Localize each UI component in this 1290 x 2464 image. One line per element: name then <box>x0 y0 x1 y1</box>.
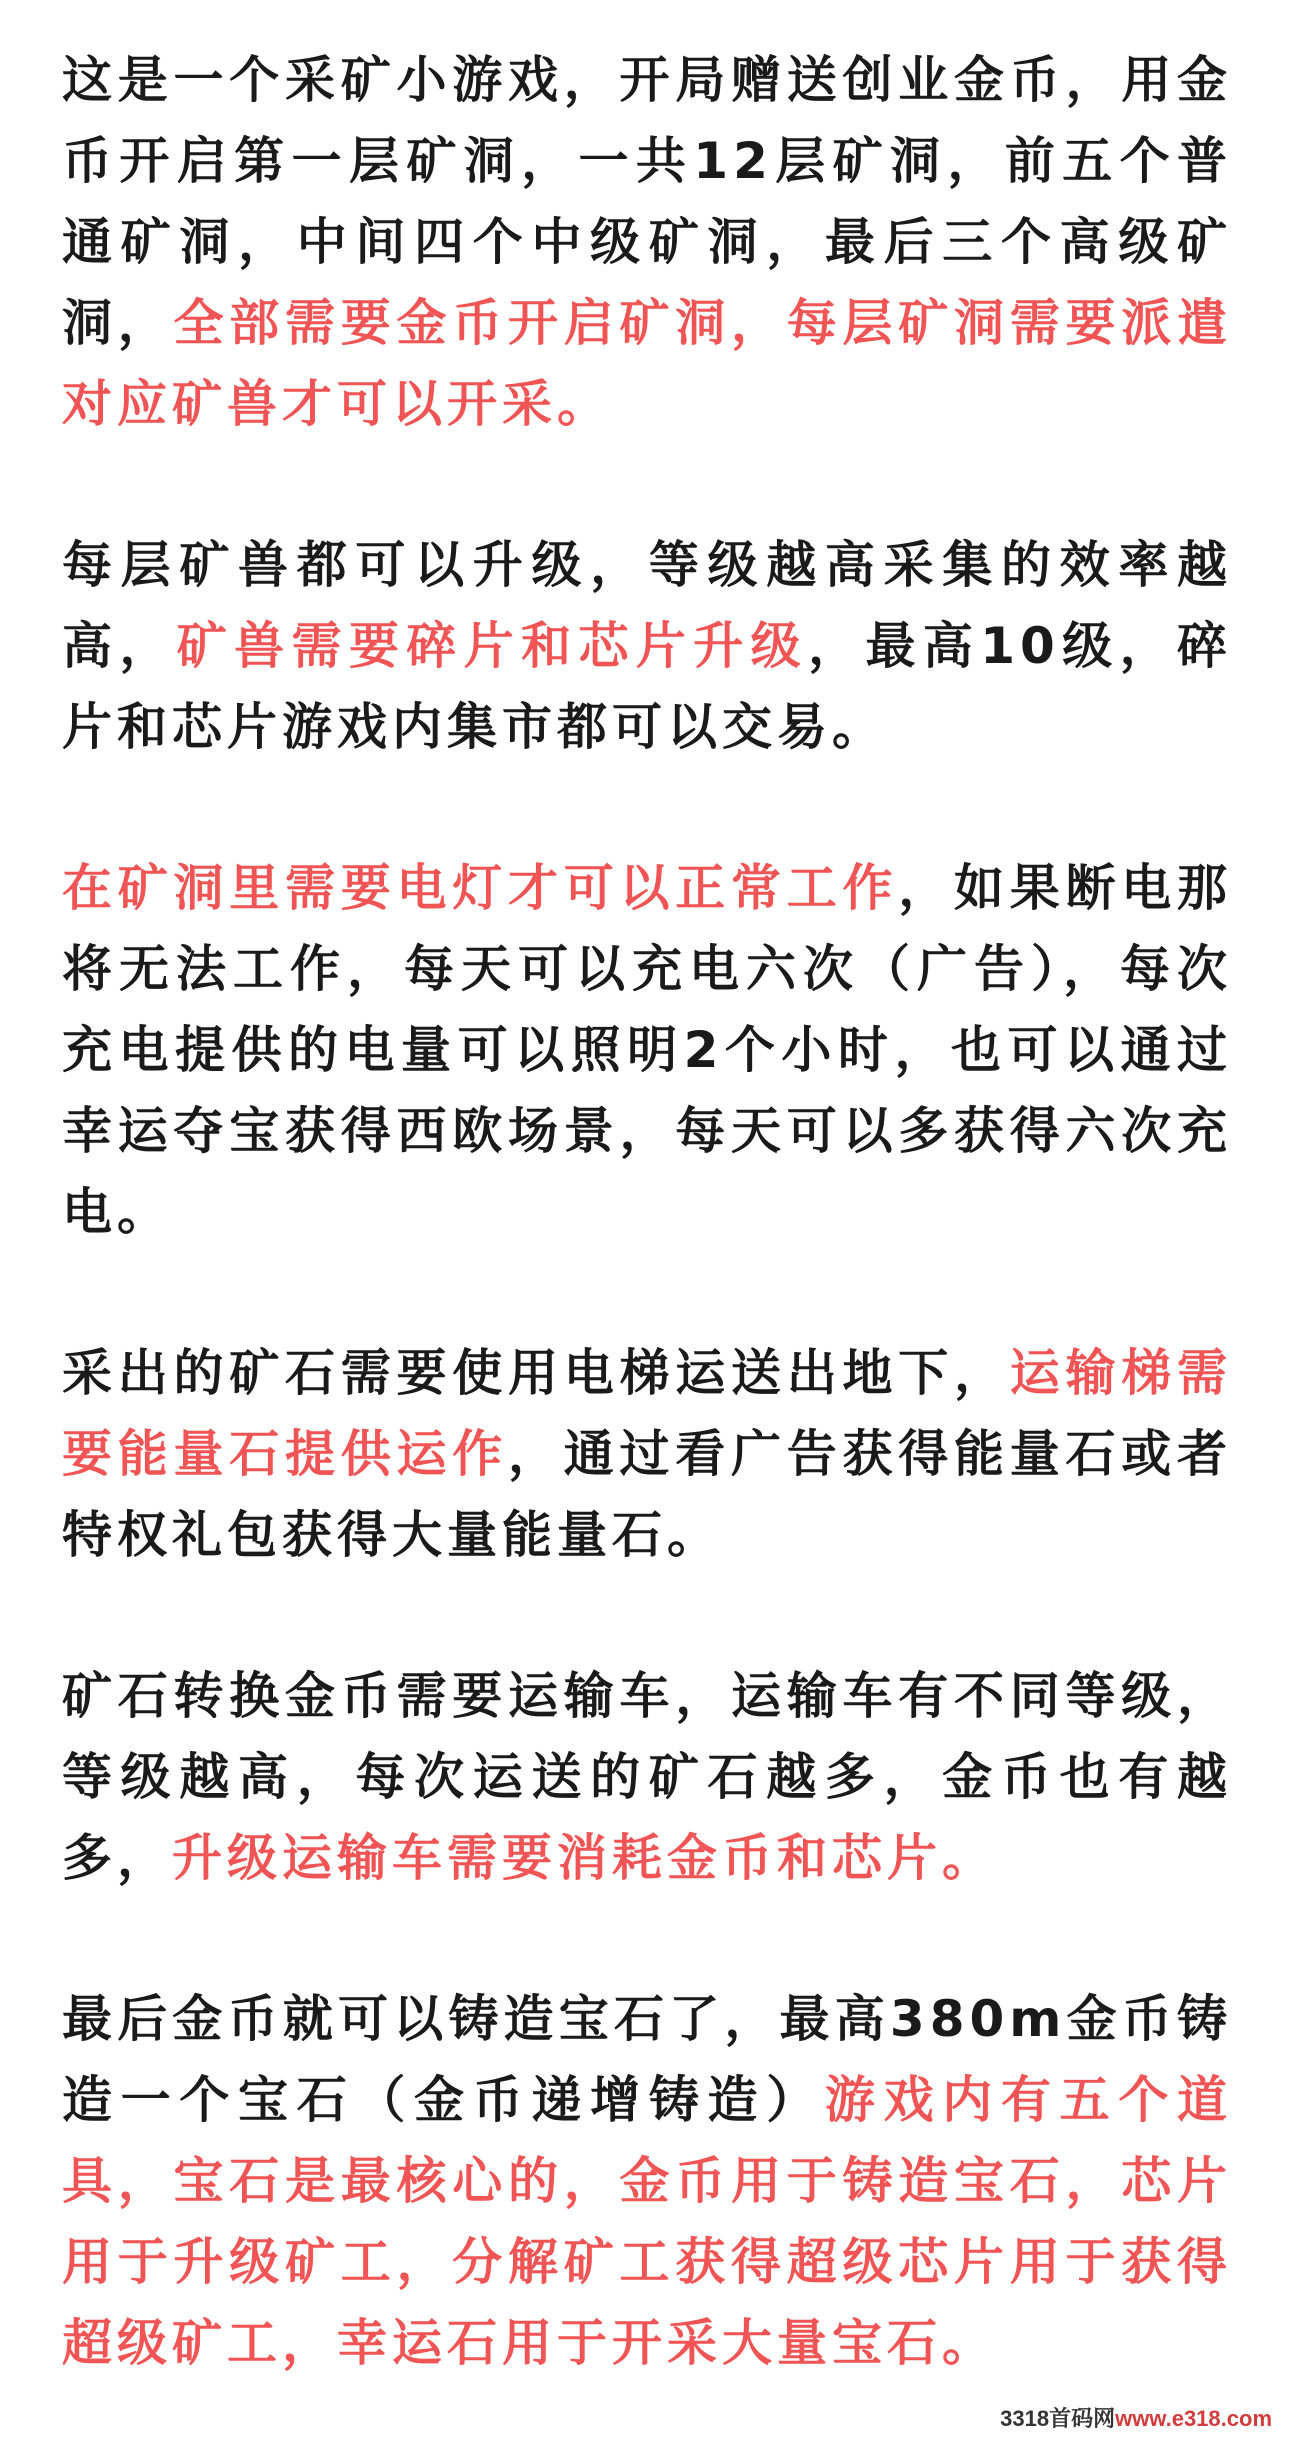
paragraph-1-highlight: 全部需要金币开启矿洞，每层矿洞需要派遣对应矿兽才可以开采。 <box>62 294 1232 433</box>
article-body <box>62 40 1232 2464</box>
paragraph-4-text-start: 采出的矿石需要使用电梯运送出地下， <box>62 1344 1010 1402</box>
paragraph-2-text-end: ，最高10级，碎片和芯片游戏内集市都可以交易。 <box>62 617 1232 756</box>
paragraph-5 <box>62 1656 1232 1899</box>
paragraph-1 <box>62 40 1232 445</box>
paragraph-6-highlight: 游戏内有五个道具，宝石是最核心的，金币用于铸造宝石，芯片用于升级矿工，分解矿工获得超级芯片用于获得超级矿工，幸运石用于开采大量宝石。 <box>62 2071 1233 2372</box>
paragraph-3-text: ，如果断电那将无法工作，每天可以充电六次（广告），每次充电提供的电量可以照明2个小时，也可以通过幸运夺宝获得西欧场景，每天可以多获得六次充电。 <box>62 859 1232 1241</box>
paragraph-4-text-end: ，通过看广告获得能量石或者特权礼包获得大量能量石。 <box>62 1425 1232 1564</box>
paragraph-2-text-start: 每层矿兽都可以升级，等级越高采集的效率越高， <box>62 536 1232 675</box>
paragraph-6-text: 最后金币就可以铸造宝石了，最高380m金币铸造一个宝石（金币递增铸造） <box>62 1990 1232 2129</box>
paragraph-4-highlight: 运输梯需要能量石提供运作 <box>62 1344 1232 1483</box>
paragraph-5-highlight: 升级运输车需要消耗金币和芯片。 <box>172 1829 997 1887</box>
paragraph-5-text: 矿石转换金币需要运输车，运输车有不同等级，等级越高，每次运送的矿石越多，金币也有越多， <box>62 1667 1232 1887</box>
watermark-url: www.e318.com <box>1115 2406 1272 2431</box>
site-watermark <box>1000 2405 1272 2433</box>
paragraph-2-highlight: 矿兽需要碎片和芯片升级 <box>176 617 809 675</box>
paragraph-2 <box>62 525 1232 768</box>
paragraph-3 <box>62 848 1232 1253</box>
paragraph-4 <box>62 1333 1232 1576</box>
paragraph-1-text: 这是一个采矿小游戏，开局赠送创业金币，用金币开启第一层矿洞，一共12层矿洞，前五个普通矿洞，中间四个中级矿洞，最后三个高级矿洞， <box>62 51 1232 352</box>
paragraph-3-highlight: 在矿洞里需要电灯才可以正常工作 <box>62 859 899 917</box>
watermark-site-name: 3318首码网 <box>1000 2406 1116 2431</box>
paragraph-6 <box>62 1979 1232 2384</box>
